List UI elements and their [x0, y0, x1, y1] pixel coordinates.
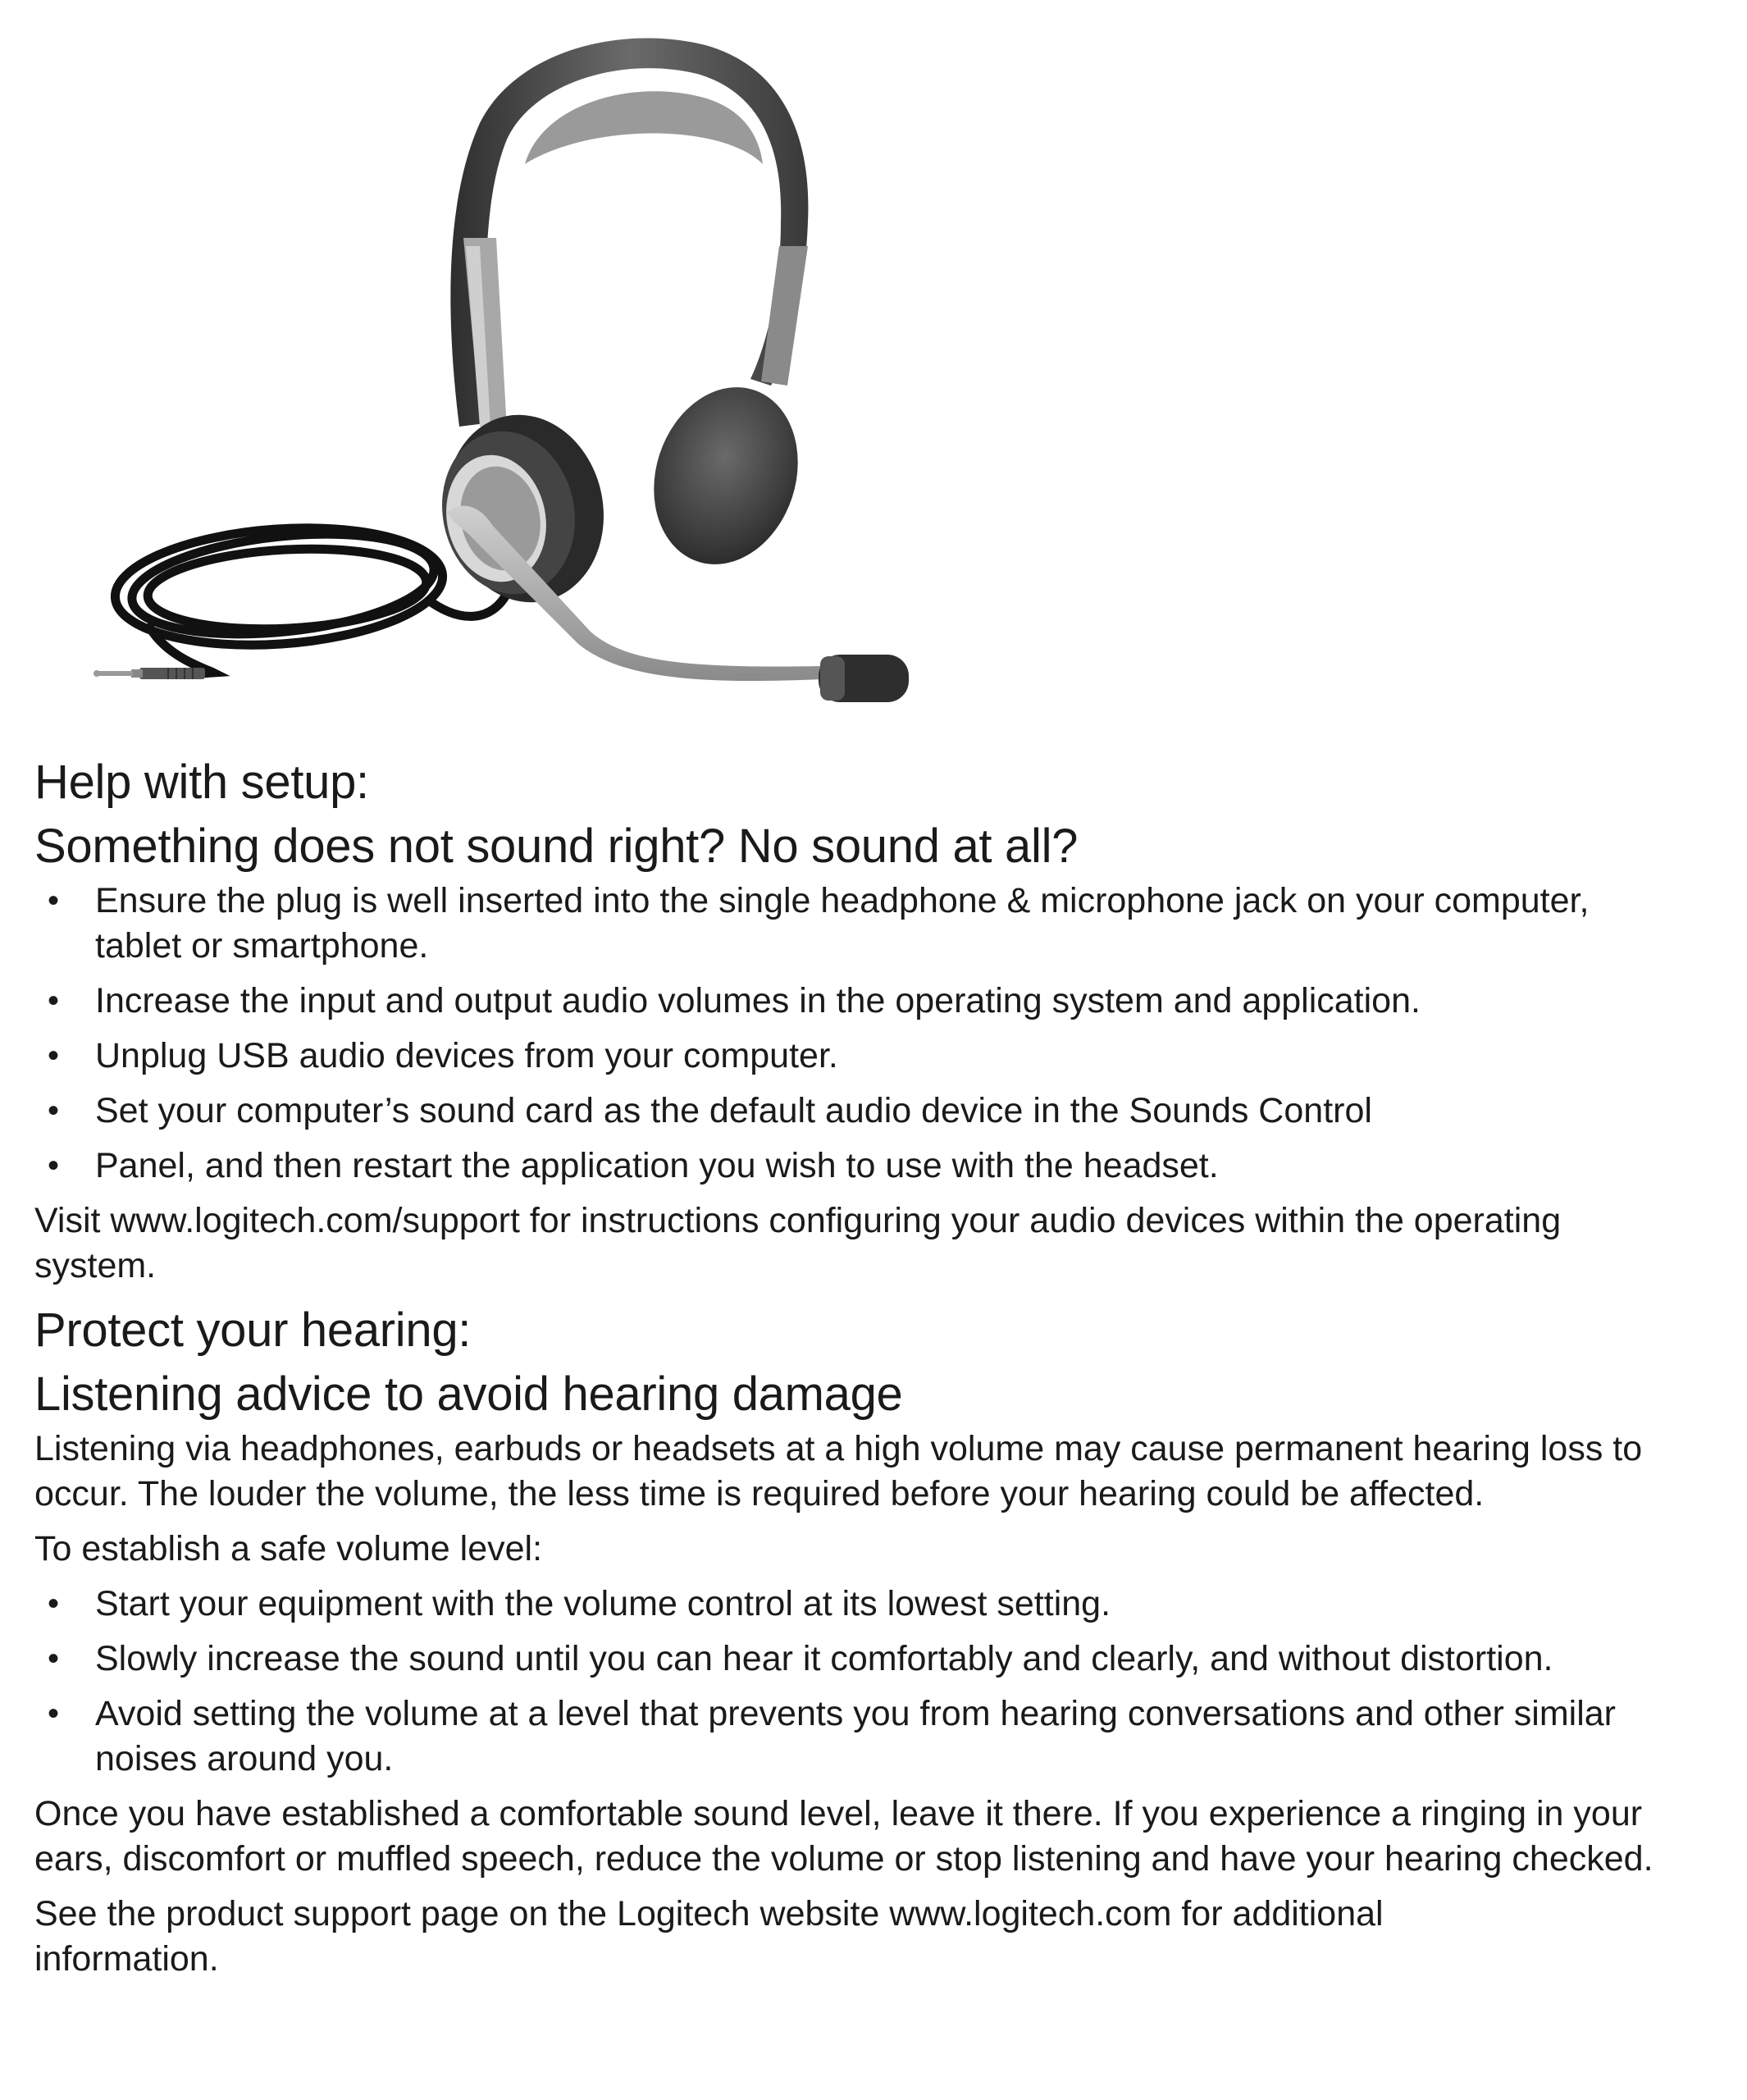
setup-list	[34, 879, 1724, 1189]
hearing-bullet: • Slowly increase the sound until you can hear it comfortably and clearly, and without distortion.	[34, 1637, 1724, 1682]
setup-bullet: • Increase the input and output audio volumes in the operating system and application.	[34, 979, 1724, 1024]
hearing-subheading: Listening advice to avoid hearing damage	[34, 1367, 903, 1421]
setup-section	[34, 751, 1724, 1289]
right-earcup	[632, 368, 820, 583]
setup-bullet: • Unplug USB audio devices from your computer.	[34, 1034, 1724, 1079]
support-text: See the product support page on the Logitech website www.logitech.com for additional information.	[34, 1894, 1384, 1979]
hearing-section	[34, 1299, 1724, 1982]
setup-subheading: Something does not sound right? No sound at all?	[34, 819, 1079, 873]
visit-support-text: Visit www.logitech.com/support for instructions configuring your audio devices within the operating system.	[34, 1201, 1562, 1285]
audio-plug	[94, 668, 205, 679]
setup-bullet: • Panel, and then restart the application you wish to use with the headset.	[34, 1144, 1724, 1189]
hearing-list	[34, 1582, 1724, 1782]
setup-heading: Help with setup:	[34, 756, 369, 809]
safe-level-label: To establish a safe volume level:	[34, 1529, 543, 1568]
hearing-intro: Listening via headphones, earbuds or headsets at a high volume may cause permanent hearing loss to occur. The louder the volume, the less time is required before your hearing could be affected.	[34, 1429, 1643, 1513]
document-body	[34, 751, 1724, 1992]
headset-icon	[0, 0, 935, 738]
hearing-bullet: • Avoid setting the volume at a level that prevents you from hearing conversations and other similar noises around you.	[34, 1691, 1724, 1782]
hearing-heading: Protect your hearing:	[34, 1303, 472, 1357]
setup-bullet: • Set your computer’s sound card as the default audio device in the Sounds Control	[34, 1089, 1724, 1134]
hearing-bullet: • Start your equipment with the volume control at its lowest setting.	[34, 1582, 1724, 1627]
setup-bullet: • Ensure the plug is well inserted into the single headphone & microphone jack on your computer, tablet or smartphone.	[34, 879, 1596, 969]
established-text: Once you have established a comfortable sound level, leave it there. If you experience a ringing in your ears, discomfort or muffled speech, reduce the volume or stop listening and have your hearing checked.	[34, 1794, 1653, 1879]
